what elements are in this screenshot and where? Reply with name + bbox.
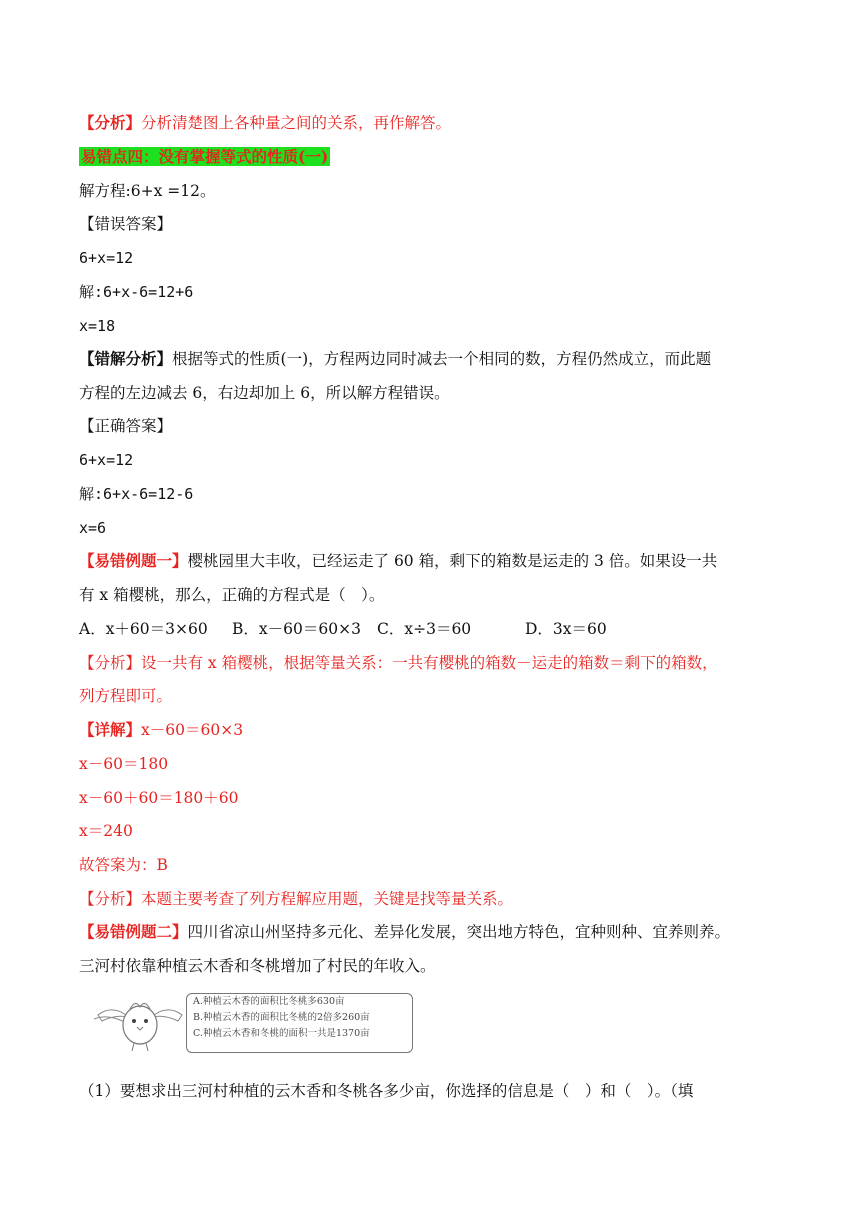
options-line bbox=[79, 618, 800, 640]
example-one-analysis-continued: 列方程即可。 bbox=[79, 687, 173, 705]
info-a: A.种植云木香的面积比冬桃多630亩 bbox=[193, 996, 345, 1007]
error-analysis-line bbox=[79, 348, 800, 370]
info-figure bbox=[90, 985, 420, 1060]
detail-step-1: x－60＝180 bbox=[79, 755, 169, 773]
example-one-continued: 有 x 箱樱桃，那么，正确的方程式是（ ）。 bbox=[79, 586, 385, 604]
problem-statement: 解方程:6+x =12。 bbox=[79, 182, 216, 200]
detail-text: x－60＝60×3 bbox=[141, 721, 244, 739]
wrong-step-2: 解:6+x-6=12+6 bbox=[79, 283, 194, 301]
wrong-answer-heading: 【错误答案】 bbox=[79, 215, 173, 233]
correct-step-3: x=6 bbox=[79, 519, 107, 537]
detail-step-3: x＝240 bbox=[79, 822, 133, 840]
error-analysis-continued: 方程的左边减去 6，右边却加上 6，所以解方程错误。 bbox=[79, 384, 450, 402]
info-b: B.种植云木香的面积比冬桃的2倍多260亩 bbox=[193, 1012, 370, 1023]
correct-step-2: 解:6+x-6=12-6 bbox=[79, 485, 194, 503]
detail-line bbox=[79, 719, 800, 741]
analysis-text: 分析清楚图上各种量之间的关系，再作解答。 bbox=[141, 114, 452, 132]
example-two-line bbox=[79, 921, 800, 943]
section-heading-line bbox=[79, 146, 800, 168]
option-b: B．x－60＝60×3 bbox=[232, 620, 361, 638]
summary-analysis: 【分析】本题主要考查了列方程解应用题，关键是找等量关系。 bbox=[79, 890, 514, 908]
info-c: C.种植云木香和冬桃的面积一共是1370亩 bbox=[193, 1028, 370, 1039]
section-heading: 易错点四：没有掌握等式的性质(一) bbox=[81, 147, 329, 166]
example-two-continued: 三河村依靠种植云木香和冬桃增加了村民的年收入。 bbox=[79, 957, 436, 975]
wrong-step-1: 6+x=12 bbox=[79, 249, 134, 267]
option-c: C．x÷3＝60 bbox=[377, 620, 472, 638]
detail-step-2: x－60＋60＝180＋60 bbox=[79, 789, 239, 807]
correct-answer-heading: 【正确答案】 bbox=[79, 417, 173, 435]
example-one-text: 樱桃园里大丰收，已经运走了 60 箱，剩下的箱数是运走的 3 倍。如果设一共 bbox=[187, 552, 718, 570]
example-two-text: 四川省凉山州坚持多元化、差异化发展，突出地方特色，宜种则种、宜养则养。 bbox=[187, 923, 731, 941]
example-one-analysis: 【分析】设一共有 x 箱樱桃，根据等量关系：一共有樱桃的箱数－运走的箱数＝剩下的箱数， bbox=[79, 654, 718, 672]
error-analysis-text: 根据等式的性质(一)，方程两边同时减去一个相同的数，方程仍然成立，而此题 bbox=[172, 350, 712, 368]
analysis-line bbox=[79, 112, 800, 134]
option-d: D．3x＝60 bbox=[525, 620, 607, 638]
bird-mascot-icon bbox=[90, 985, 190, 1060]
example-one-line bbox=[79, 550, 800, 572]
error-analysis-tag: 【错解分析】 bbox=[79, 349, 173, 368]
wrong-step-3: x=18 bbox=[79, 317, 116, 335]
correct-step-1: 6+x=12 bbox=[79, 451, 134, 469]
example-one-tag: 【易错例题一】 bbox=[79, 551, 188, 570]
question-one: （1）要想求出三河村种植的云木香和冬桃各多少亩，你选择的信息是（ ）和（ ）。（填 bbox=[79, 1082, 694, 1100]
option-a: A．x＋60＝3×60 bbox=[79, 620, 208, 638]
info-bubble bbox=[186, 993, 413, 1053]
answer-line: 故答案为：B bbox=[79, 856, 168, 874]
detail-tag: 【详解】 bbox=[79, 720, 142, 739]
analysis-tag: 【分析】 bbox=[79, 113, 142, 132]
example-two-tag: 【易错例题二】 bbox=[79, 922, 188, 941]
